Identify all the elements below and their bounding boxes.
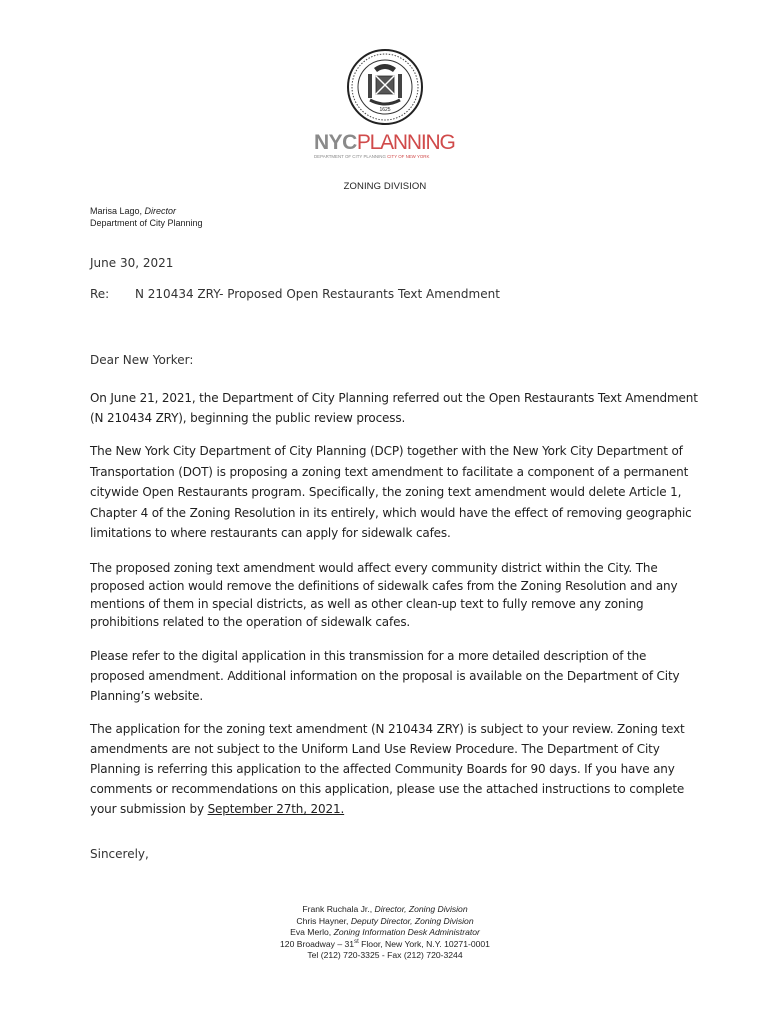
- logo-subtitle-department: DEPARTMENT OF CITY PLANNING: [314, 154, 386, 159]
- footer-address: [0, 939, 770, 951]
- contact-name: Chris Hayner,: [296, 915, 349, 926]
- subject-text: N 210434 ZRY- Proposed Open Restaurants Text Amendment: [135, 287, 500, 301]
- director-block: [90, 205, 203, 229]
- footer-line-3: [0, 927, 770, 939]
- address-part: 120 Broadway – 31: [280, 938, 355, 949]
- paragraph-line: comments or recommendations on this application, please use the attached instructions to complete: [90, 782, 685, 796]
- paragraph-1: [90, 388, 698, 428]
- paragraph-5: [90, 719, 690, 819]
- paragraph-line: Chapter 4 of the Zoning Resolution in its entirely, which would have the effect of removing geographic: [90, 505, 692, 520]
- logo-subtitle-city: CITY OF NEW YORK: [387, 154, 430, 159]
- footer-line-2: [0, 916, 770, 928]
- paragraph-line: The application for the zoning text amendment (N 210434 ZRY) is subject to your review. Zoning text: [90, 722, 685, 736]
- footer-contacts: [0, 904, 770, 962]
- paragraph-3: [90, 559, 690, 631]
- paragraph-line-last: [90, 799, 690, 819]
- address-part: Floor, New York, N.Y. 10271-0001: [358, 938, 490, 949]
- contact-name: Eva Merlo,: [290, 927, 332, 937]
- contact-name: Frank Ruchala Jr.,: [302, 904, 373, 914]
- paragraph-line: Planning is referring this application to the affected Community Boards for 90 days. If you have any: [90, 762, 675, 776]
- contact-title: Deputy Director, Zoning Division: [350, 915, 474, 926]
- paragraph-line: proposed amendment. Additional information on the proposal is available on the Department of City: [90, 669, 680, 683]
- paragraph-line: On June 21, 2021, the Department of City Planning referred out the Open Restaurants Text Amendment: [90, 391, 698, 405]
- paragraph-line: citywide Open Restaurants program. Specifically, the zoning text amendment would delete Article 1,: [90, 485, 682, 499]
- deadline-date: September 27th, 2021.: [207, 802, 345, 816]
- paragraph-line: (N 210434 ZRY), beginning the public review process.: [90, 411, 406, 425]
- division-heading: ZONING DIVISION: [343, 181, 427, 192]
- logo-nyc-text: NYC: [314, 131, 357, 154]
- seal-year: 1625: [379, 107, 391, 113]
- subject-label: Re:: [90, 287, 110, 301]
- paragraph-line: amendments are not subject to the Uniform Land Use Review Procedure. The Department of City: [90, 742, 660, 756]
- paragraph-line: Transportation (DOT) is proposing a zoning text amendment to facilitate a component of a permanent: [90, 464, 689, 479]
- paragraph-line: The proposed zoning text amendment would affect every community district within the City. The: [90, 561, 658, 575]
- address-superscript: st: [354, 938, 359, 945]
- paragraph-2: [90, 441, 690, 544]
- footer-phone: Tel (212) 720-3325 - Fax (212) 720-3244: [307, 950, 463, 960]
- contact-title: Director, Zoning Division: [374, 904, 468, 914]
- subject-line: [90, 287, 500, 301]
- paragraph-line: The New York City Department of City Planning (DCP) together with the New York City Department of: [90, 444, 683, 458]
- contact-title: Zoning Information Desk Administrator: [333, 927, 480, 937]
- paragraph-line: Please refer to the digital application in this transmission for a more detailed description of the: [90, 649, 647, 663]
- greeting: Dear New Yorker:: [90, 353, 194, 367]
- paragraph-line: prohibitions related to the operation of sidewalk cafes.: [90, 615, 411, 629]
- paragraph-line: limitations to where restaurants can apply for sidewalk cafes.: [90, 526, 451, 540]
- paragraph-line: mentions of them in special districts, as well as other clean-up text to fully remove any zoning: [90, 597, 644, 611]
- nyc-planning-logo: [314, 132, 459, 160]
- paragraph-4: [90, 646, 690, 706]
- city-seal-icon: [346, 48, 424, 126]
- paragraph-line: Planning’s website.: [90, 689, 204, 703]
- director-name: Marisa Lago,: [90, 206, 143, 216]
- director-title: Director: [144, 206, 177, 216]
- deadline-prefix: your submission by: [90, 802, 208, 816]
- paragraph-line: proposed action would remove the definitions of sidewalk cafes from the Zoning Resolution and any: [90, 579, 678, 593]
- closing: Sincerely,: [90, 847, 149, 861]
- department-name: Department of City Planning: [90, 218, 203, 228]
- letter-date: June 30, 2021: [90, 256, 174, 270]
- logo-planning-text: PLANNING: [356, 131, 455, 154]
- footer-line-1: [0, 904, 770, 916]
